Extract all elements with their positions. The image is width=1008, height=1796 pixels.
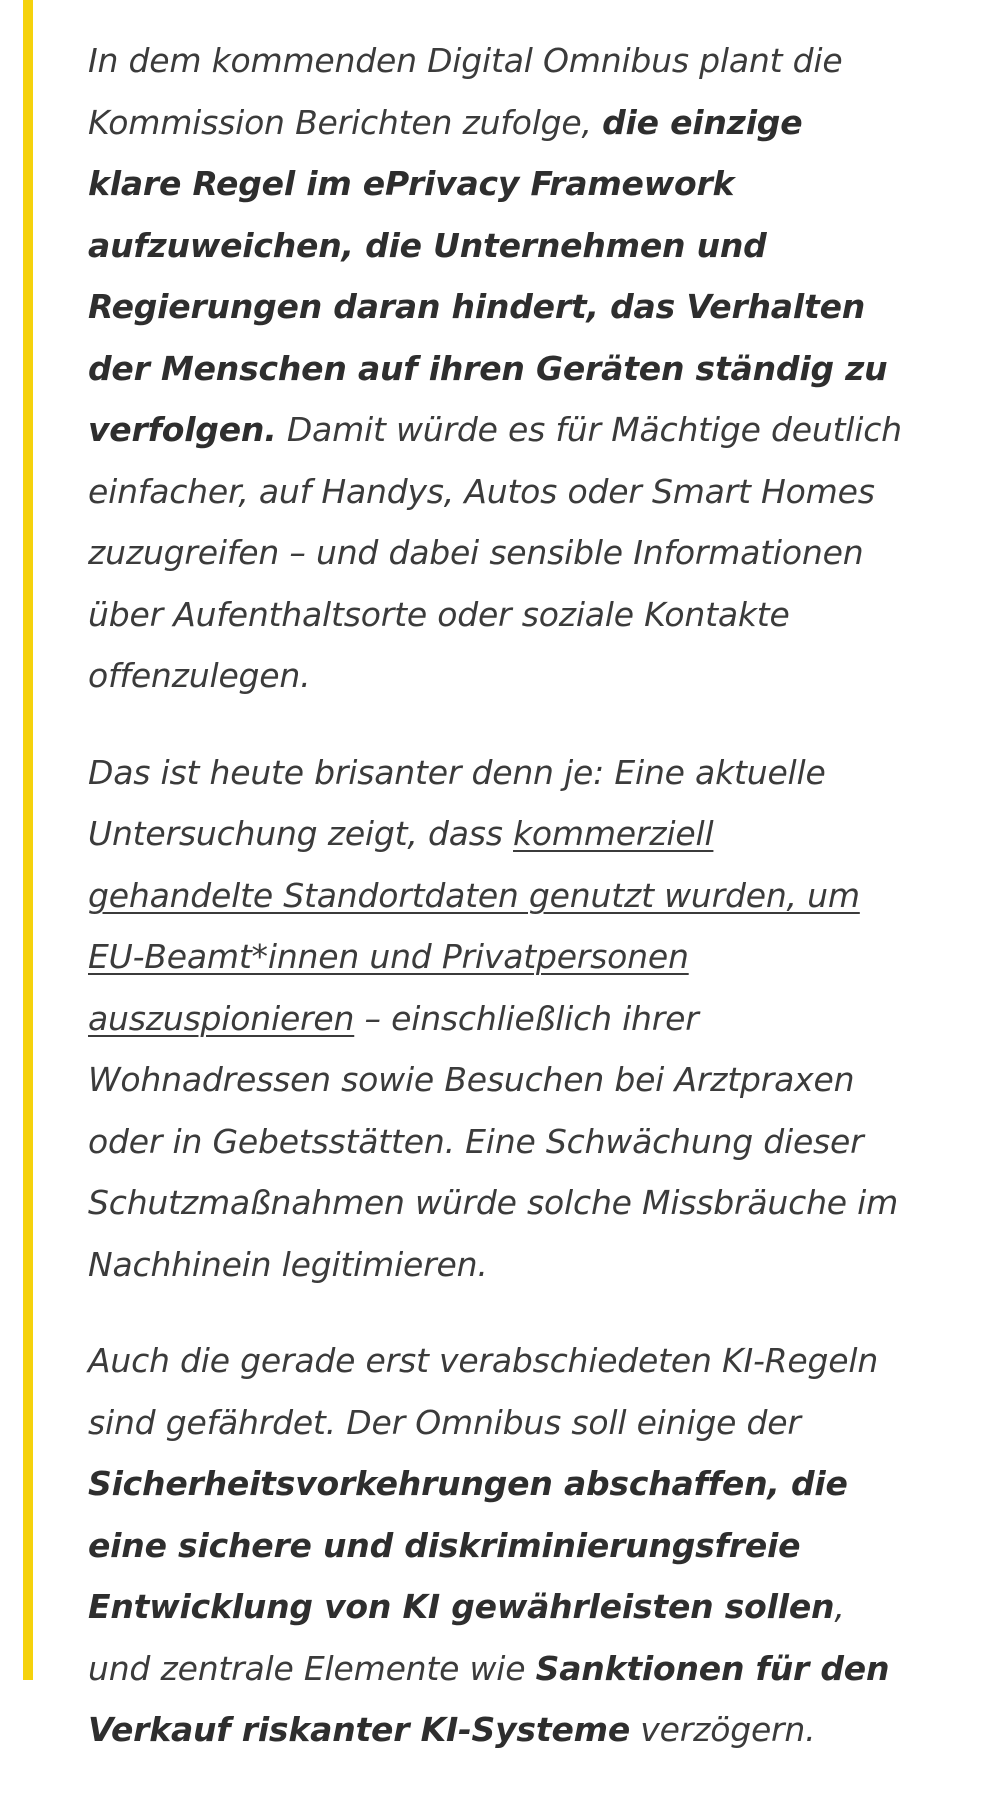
paragraph-2-text-end: – einschließlich ihrer Wohnadressen sowie Besuchen bei Arztpraxen oder in Gebetsstätten. Eine Schwächung dieser Schutzmaßnahmen würde solche Missbräuche im Nachhinein legitimieren. <box>88 998 899 1284</box>
blockquote <box>88 30 903 1796</box>
paragraph-3-bold-text-1: Sicherheitsvorkehrungen abschaffen, die eine sichere und diskriminierungsfreie Entwicklung von KI gewährleisten sollen <box>88 1464 848 1626</box>
paragraph-2-text: Das ist heute brisanter denn je: Eine aktuelle Untersuchung zeigt, dass <box>88 752 826 853</box>
quote-accent-bar <box>23 0 33 1680</box>
paragraph-3-bold-text-2: Sanktionen für den Verkauf riskanter KI-Systeme <box>88 1648 890 1749</box>
paragraph-3-text-mid: , und zentrale Elemente wie <box>88 1587 845 1688</box>
paragraph-3 <box>88 1330 903 1761</box>
paragraph-2 <box>88 742 903 1296</box>
paragraph-3-text: Auch die gerade erst verabschiedeten KI-Regeln sind gefährdet. Der Omnibus soll einige der <box>88 1341 879 1442</box>
paragraph-3-text-end: verzögern. <box>630 1710 816 1749</box>
paragraph-1-bold-text: die einzige klare Regel im ePrivacy Framework aufzuweichen, die Unternehmen und Regierungen daran hindert, das Verhalten der Menschen auf ihren Geräten ständig zu verfolgen. <box>88 102 888 449</box>
paragraph-1 <box>88 30 903 707</box>
paragraph-1-text-end: Damit würde es für Mächtige deutlich einfacher, auf Handys, Autos oder Smart Homes zuzugreifen – und dabei sensible Informationen über Aufenthaltsorte oder soziale Kontakte offenzulegen. <box>88 410 902 695</box>
paragraph-1-text: In dem kommenden Digital Omnibus plant die Kommission Berichten zufolge, <box>88 41 843 142</box>
location-data-report-link[interactable]: kommerziell gehandelte Standortdaten genutzt wurden, um EU-Beamt*innen und Privatpersonen auszuspionieren <box>88 814 860 1038</box>
